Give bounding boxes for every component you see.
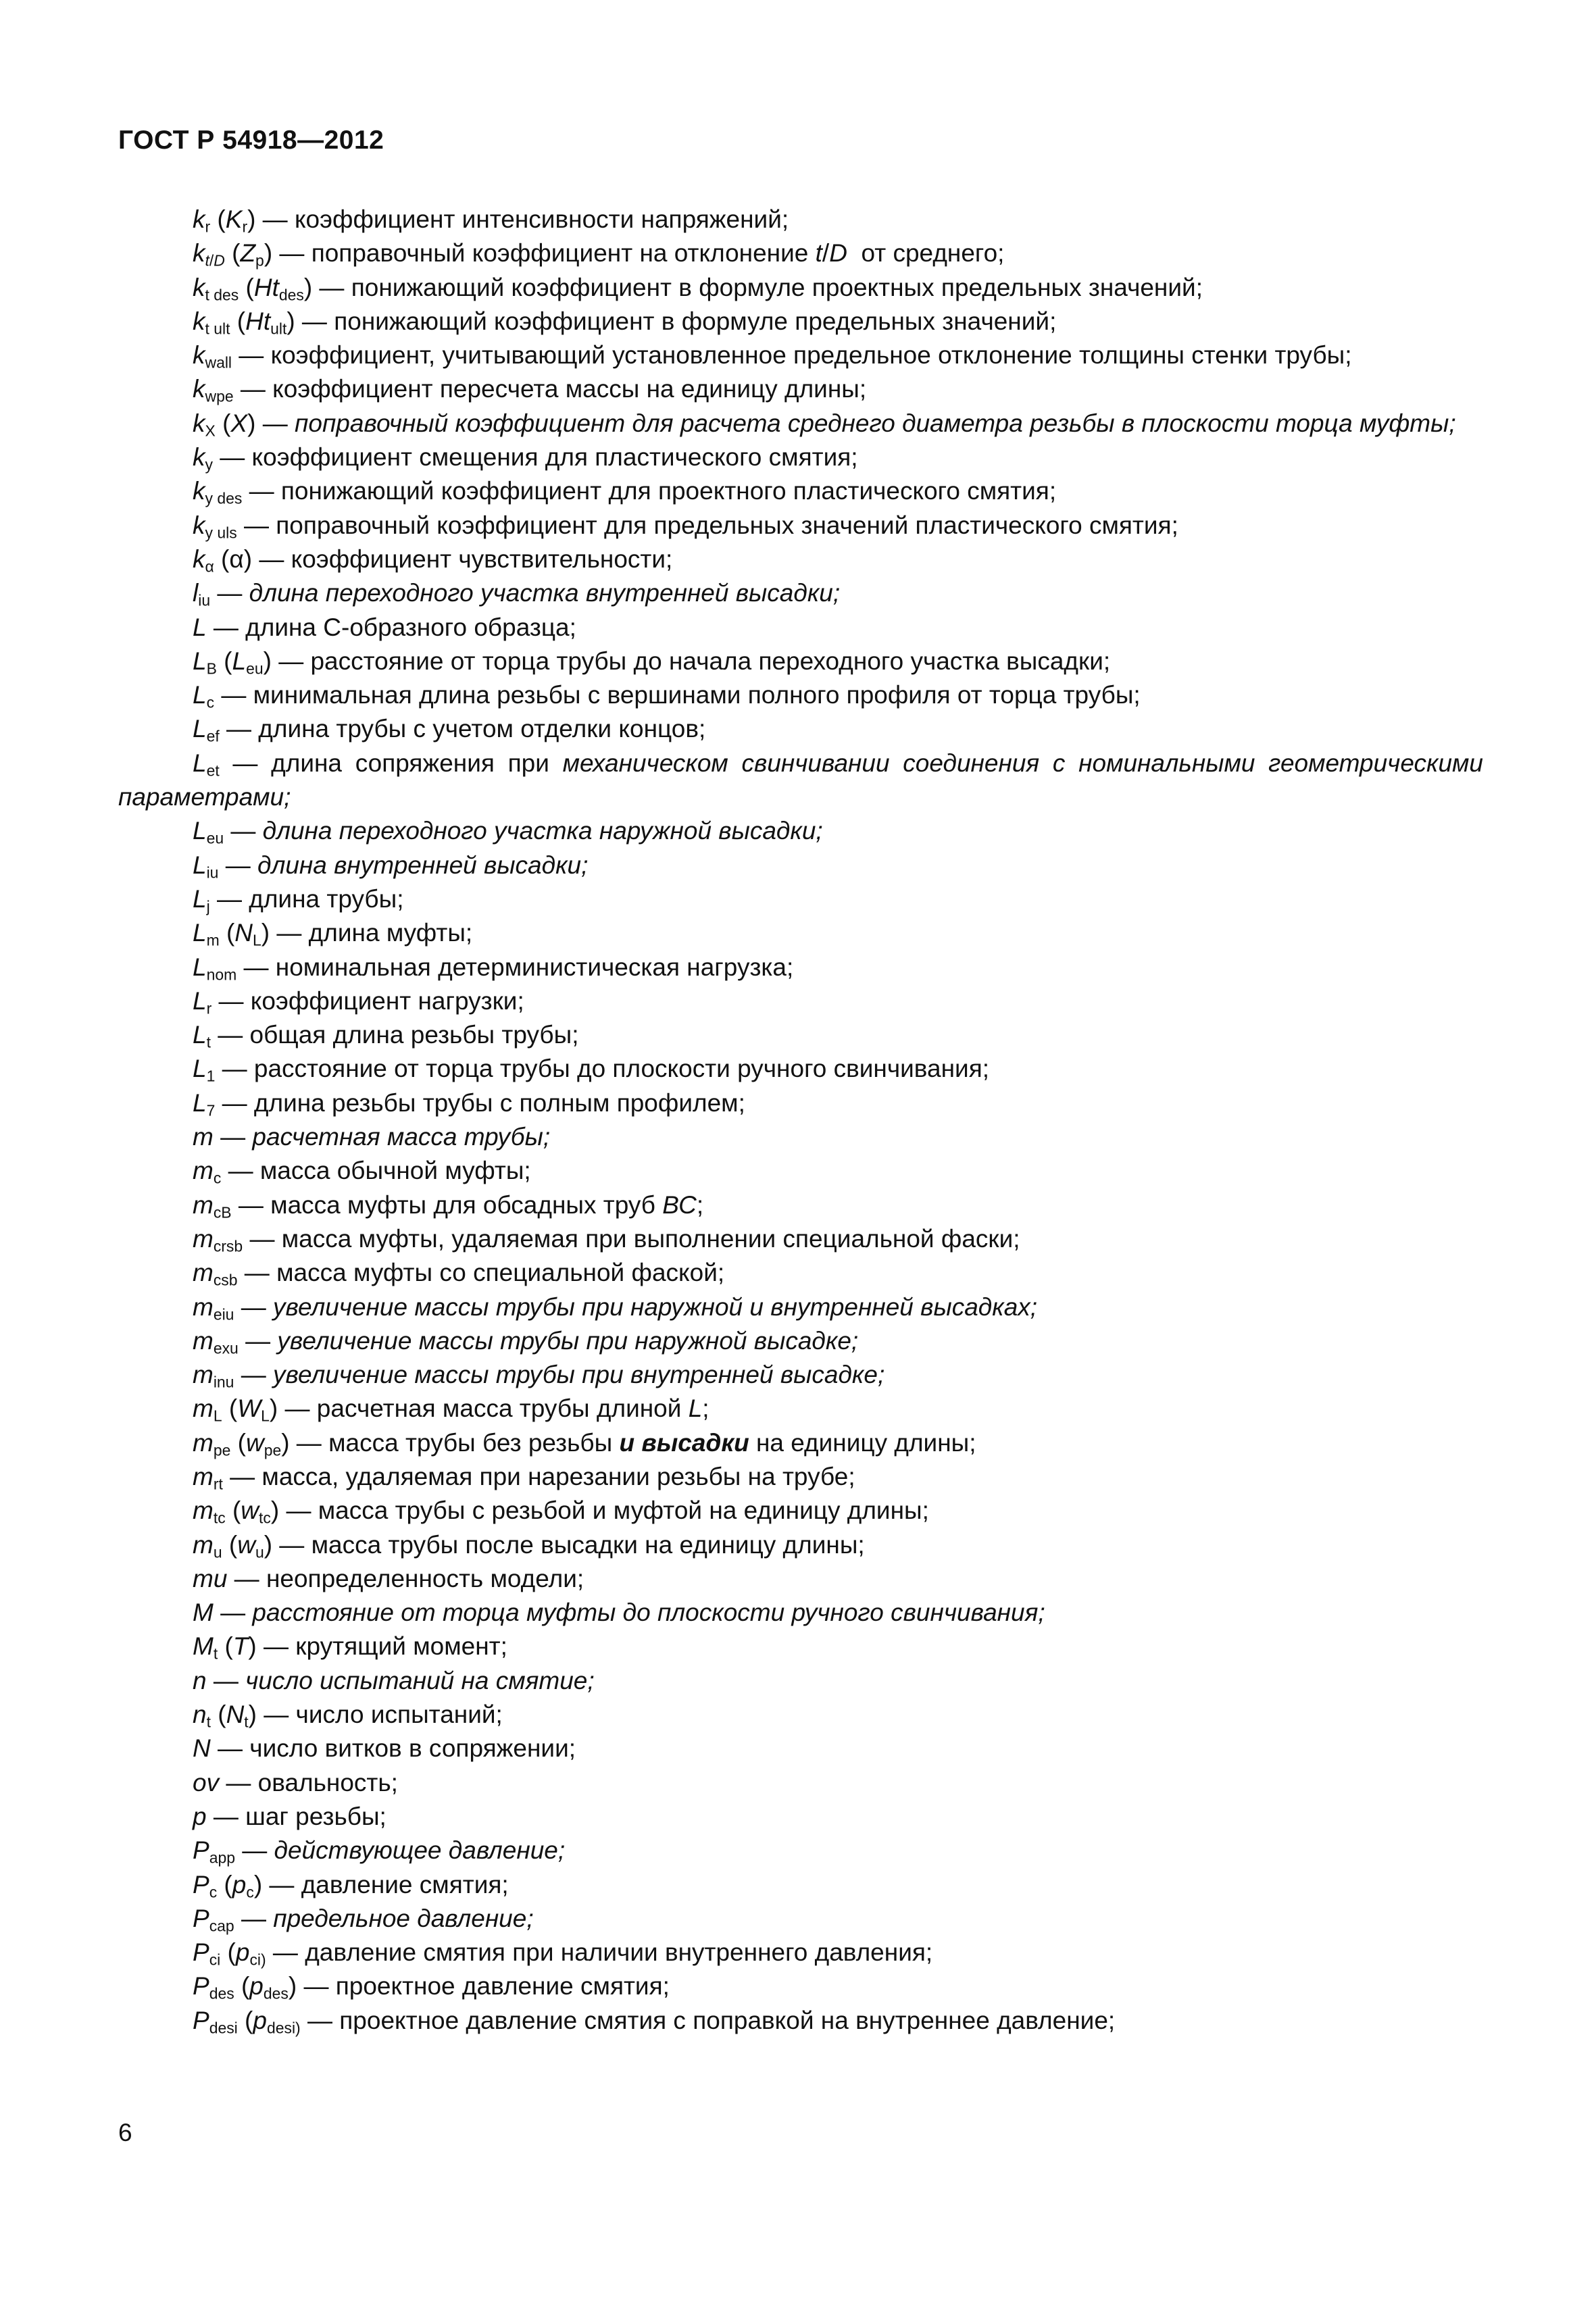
symbol-entry: $m_L$ $(W_L)$ — расчетная масса трубы длиной L; [193,1394,709,1425]
symbol-entry: p — шаг резьбы; [193,1802,386,1830]
symbol-entry: $m_{cB}$ — масса муфты для обсадных труб ВС; [193,1190,704,1222]
symbol-entry: $k_{t/D}$ $(Z_p)$ — поправочный коэффициент на отклонение t/D от среднего; [193,239,1005,270]
symbol-entry: $L_B$ $(L_{eu})$ — расстояние от торца трубы до начала переходного участка высадки; [193,647,1111,678]
symbol-entry: $L_{iu}$ — длина внутренней высадки; [193,851,589,882]
symbol-entry: $m_c$ — масса обычной муфты; [193,1157,531,1187]
symbol-entry: $m_{inu}$ — увеличение массы трубы при внутренней высадке; [193,1361,885,1391]
symbol-entry: L — длина С-образного образца; [193,613,576,641]
symbol-entry: $m_u$ $(w_u)$ — масса трубы после высадки на единицу длины; [193,1530,865,1561]
symbol-entry: $L_{et}$ — длина сопряжения при механическом свинчивании соединения с номинальными геометрическими параметрами; [118,749,1483,811]
symbol-entry: $k_{wpe}$ — коэффициент пересчета массы на единицу длины; [193,375,867,405]
document-header: ГОСТ Р 54918—2012 [118,126,384,155]
symbol-entry: $m_{crsb}$ — масса муфты, удаляемая при выполнении специальной фаски; [193,1224,1020,1255]
symbol-entry: $L_{ef}$ — длина трубы с учетом отделки концов; [193,715,706,745]
symbol-entry: $k_{y des}$ — понижающий коэффициент для проектного пластического смятия; [193,477,1057,507]
symbol-entry: М — расстояние от торца муфты до плоскости ручного свинчивания; [193,1599,1045,1627]
symbol-entry: $m_{eiu}$ — увеличение массы трубы при наружной и внутренней высадках; [193,1292,1038,1323]
symbol-entry: $n_t$ $(N_t)$ — число испытаний; [193,1701,503,1731]
symbol-entry: $P_{desi}$ ($p_{desi)}$ — проектное давление смятия с поправкой на внутреннее давление; [193,2006,1116,2037]
symbol-entry: $M_t$ (T) — крутящий момент; [193,1632,507,1663]
symbol-entry: $L_c$ — минимальная длина резьбы с вершинами полного профиля от торца трубы; [193,681,1141,711]
symbol-entry: $k_{y uls}$ — поправочный коэффициент для предельных значений пластического смятия; [193,511,1178,542]
symbol-entry: $L_j$ — длина трубы; [193,884,404,915]
symbol-entry: $L_{eu}$ — длина переходного участка наружной высадки; [193,817,823,847]
symbol-entry: n — число испытаний на смятие; [193,1666,595,1694]
symbol-entry: $L_m$ $(N_L)$ — длина муфты; [193,919,473,949]
symbol-entry: $P_{cap}$ — предельное давление; [193,1904,534,1935]
symbol-entry: $k_\alpha$ (α) — коэффициент чувствительности; [193,545,673,576]
symbol-entry: $P_{des}$ $(p_{des})$ — проектное давление смятия; [193,1972,670,2003]
symbol-entry: ov — овальность; [193,1768,398,1796]
symbol-entry: $k_{wall}$ — коэффициент, учитывающий установленное предельное отклонение толщины стенки трубы; [193,341,1352,372]
symbol-entry: $k_y$ — коэффициент смещения для пластического смятия; [193,443,858,474]
symbol-entry: $m_{rt}$ — масса, удаляемая при нарезании резьбы на трубе; [193,1462,855,1493]
symbol-entry: $L_1$ — расстояние от торца трубы до плоскости ручного свинчивания; [193,1055,990,1085]
symbol-entry: $m_{csb}$ — масса муфты со специальной фаской; [193,1259,725,1289]
symbol-entry: $L_{nom}$ — номинальная детерминистическая нагрузка; [193,953,794,983]
symbol-entry: $L_r$ — коэффициент нагрузки; [193,986,524,1017]
symbols-list [118,203,1483,2038]
symbol-entry: $L_7$ — длина резьбы трубы с полным профилем; [193,1088,745,1120]
symbol-entry: $m_{tc}$ $(w_{tc})$ — масса трубы с резьбой и муфтой на единицу длины; [193,1496,929,1527]
symbol-entry: $m_{exu}$ — увеличение массы трубы при наружной высадке; [193,1326,859,1357]
symbol-entry: $L_t$ — общая длина резьбы трубы; [193,1021,579,1051]
symbol-entry: $k_X$ (X) — поправочный коэффициент для расчета среднего диаметра резьбы в плоскости торца муфты; [193,409,1456,440]
symbol-entry: $k_{t des}$ $(Ht_{des})$ — понижающий коэффициент в формуле проектных предельных значений; [193,273,1203,304]
symbol-entry: $P_c$ $(p_c)$ — давление смятия; [193,1870,509,1901]
symbol-entry: N — число витков в сопряжении; [193,1734,576,1763]
symbol-entry: $m_{pe}$ $(w_{pe})$ — масса трубы без резьбы и высадки на единицу длины; [193,1428,976,1459]
symbol-entry: $P_{ci}$ ($p_{ci)}$ — давление смятия при наличии внутреннего давления; [193,1938,933,1969]
symbol-entry: $P_{app}$ — действующее давление; [193,1836,566,1867]
symbol-entry: m — расчетная масса трубы; [193,1123,551,1151]
symbol-entry: mu — неопределенность модели; [193,1564,584,1592]
symbol-entry: $k_r$ $(K_r)$ — коэффициент интенсивности напряжений; [193,205,789,236]
page-number: 6 [118,2119,132,2146]
symbol-entry: $l_{iu}$ — длина переходного участка внутренней высадки; [193,579,841,609]
symbol-entry: $k_{t ult}$ $(Ht_{ult})$ — понижающий коэффициент в формуле предельных значений; [193,307,1057,338]
